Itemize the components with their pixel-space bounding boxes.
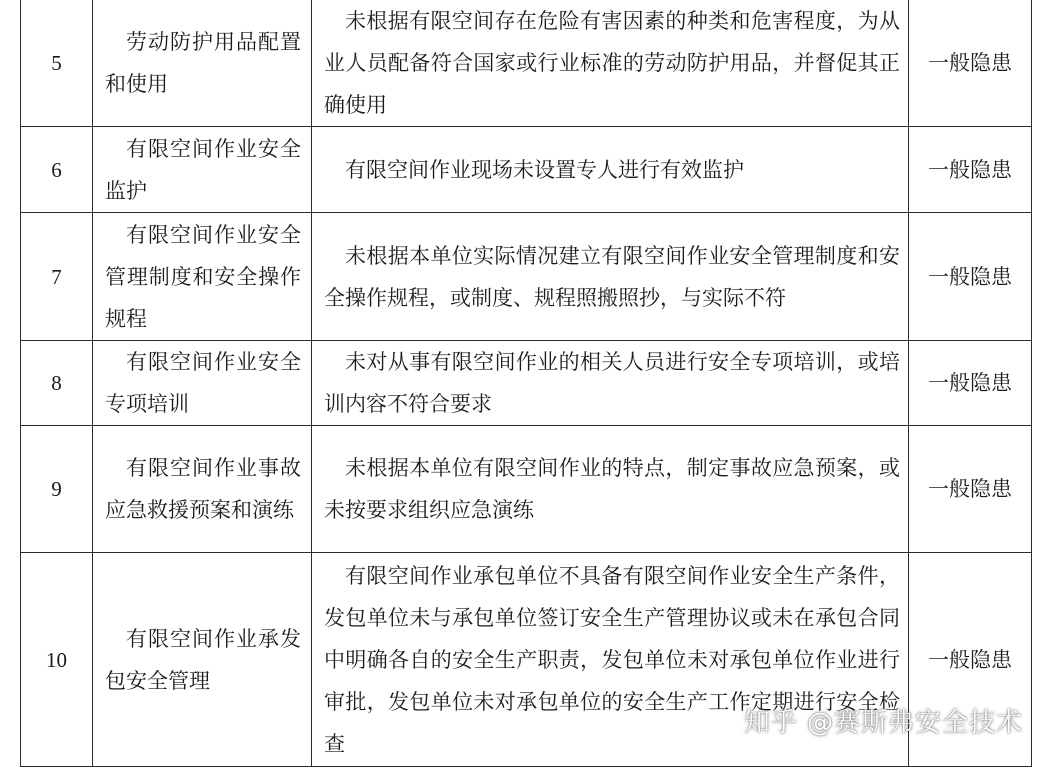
hazard-item: 有限空间作业安全专项培训 bbox=[93, 341, 312, 426]
hazard-table bbox=[20, 0, 1032, 767]
row-number: 7 bbox=[21, 213, 93, 341]
hazard-level: 一般隐患 bbox=[909, 341, 1032, 426]
hazard-description: 有限空间作业承包单位不具备有限空间作业安全生产条件，发包单位未与承包单位签订安全生产管理协议或未在承包合同中明确各自的安全生产职责，发包单位未对承包单位作业进行审批，发包单位未对承包单位的安全生产工作定期进行安全检查 bbox=[312, 553, 909, 767]
row-number: 5 bbox=[21, 0, 93, 127]
hazard-item: 有限空间作业安全监护 bbox=[93, 127, 312, 213]
hazard-item: 有限空间作业承发包安全管理 bbox=[93, 553, 312, 767]
hazard-item: 劳动防护用品配置和使用 bbox=[93, 0, 312, 127]
table-row bbox=[21, 0, 1032, 127]
row-number: 9 bbox=[21, 426, 93, 553]
table-row bbox=[21, 426, 1032, 553]
hazard-level: 一般隐患 bbox=[909, 213, 1032, 341]
watermark: 知乎 @赛斯弗安全技术 bbox=[743, 708, 1023, 738]
hazard-level: 一般隐患 bbox=[909, 127, 1032, 213]
hazard-level: 一般隐患 bbox=[909, 426, 1032, 553]
table-row bbox=[21, 341, 1032, 426]
hazard-description: 未根据有限空间存在危险有害因素的种类和危害程度，为从业人员配备符合国家或行业标准的劳动防护用品，并督促其正确使用 bbox=[312, 0, 909, 127]
hazard-level: 一般隐患 bbox=[909, 553, 1032, 767]
row-number: 10 bbox=[21, 553, 93, 767]
hazard-description: 有限空间作业现场未设置专人进行有效监护 bbox=[312, 127, 909, 213]
hazard-item: 有限空间作业事故应急救援预案和演练 bbox=[93, 426, 312, 553]
hazard-item: 有限空间作业安全管理制度和安全操作规程 bbox=[93, 213, 312, 341]
hazard-level: 一般隐患 bbox=[909, 0, 1032, 127]
table-row bbox=[21, 127, 1032, 213]
hazard-description: 未根据本单位实际情况建立有限空间作业安全管理制度和安全操作规程，或制度、规程照搬照抄，与实际不符 bbox=[312, 213, 909, 341]
hazard-description: 未根据本单位有限空间作业的特点，制定事故应急预案，或未按要求组织应急演练 bbox=[312, 426, 909, 553]
row-number: 8 bbox=[21, 341, 93, 426]
table-row bbox=[21, 213, 1032, 341]
hazard-description: 未对从事有限空间作业的相关人员进行安全专项培训，或培训内容不符合要求 bbox=[312, 341, 909, 426]
row-number: 6 bbox=[21, 127, 93, 213]
